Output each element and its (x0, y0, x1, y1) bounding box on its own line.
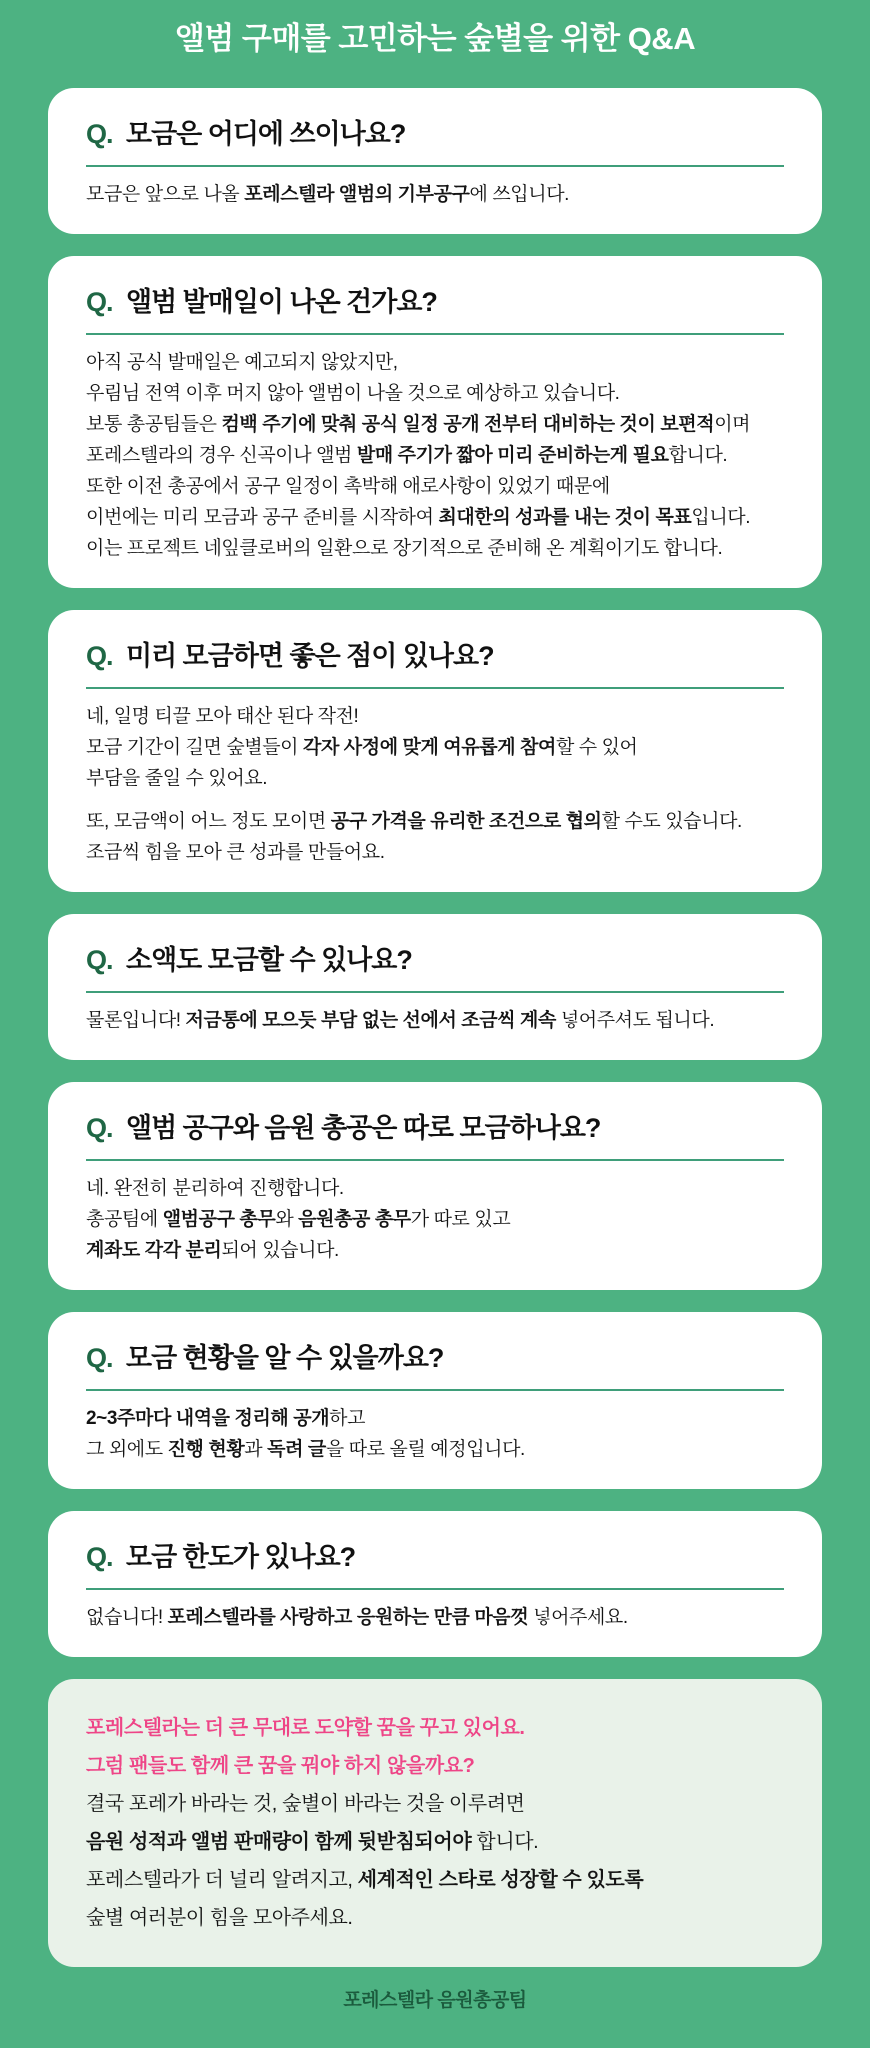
question-text: 앨범 발매일이 나온 건가요? (119, 287, 437, 317)
text-segment: 모금 기간이 길면 숲별들이 (86, 737, 304, 758)
text-segment: 네, 일명 티끌 모아 태산 된다 작전! (86, 706, 359, 727)
answer-text (86, 347, 784, 564)
question-text: 모금은 어디에 쓰이나요? (119, 119, 406, 149)
answer-line (86, 502, 784, 533)
answer-text (86, 1173, 784, 1266)
text-segment: 와 (275, 1209, 299, 1230)
text-segment: 조금씩 힘을 모아 큰 성과를 만들어요. (86, 842, 385, 863)
qa-card (48, 914, 822, 1060)
page-title: 앨범 구매를 고민하는 숲별을 위한 Q&A (174, 21, 696, 56)
answer-line (86, 732, 784, 763)
text-segment: 각자 사정에 맞게 여유롭게 참여 (303, 737, 556, 758)
answer-line (86, 1602, 784, 1633)
q-marker: Q. (86, 945, 113, 975)
answer-text (86, 1403, 784, 1465)
text-segment: 넣어주셔도 됩니다. (555, 1010, 715, 1031)
answer-line (86, 1403, 784, 1434)
text-segment: 모금은 앞으로 나올 (86, 184, 245, 205)
qa-card (48, 1511, 822, 1657)
answer-line (86, 1204, 784, 1235)
text-segment: 에 쓰입니다. (469, 184, 570, 205)
text-segment: 최대한의 성과를 내는 것이 목표 (438, 507, 692, 528)
text-segment: 합니다. (471, 1831, 539, 1853)
text-segment: 할 수도 있습니다. (601, 811, 742, 832)
text-segment: 또, 모금액이 어느 정도 모이면 (86, 811, 331, 832)
q-marker: Q. (86, 1113, 113, 1143)
q-marker: Q. (86, 287, 113, 317)
text-segment: 독려 글 (267, 1439, 326, 1460)
text-segment: 음원 성적과 앨범 판매량이 함께 뒷받침되어야 (86, 1831, 472, 1853)
text-segment: 총공팀에 (86, 1209, 163, 1230)
text-segment: 없습니다! (86, 1607, 168, 1628)
answer-line (86, 837, 784, 868)
question-heading (86, 116, 784, 152)
text-segment: 가 따로 있고 (410, 1209, 511, 1230)
question-divider (86, 1588, 784, 1590)
text-segment: 공구 가격을 유리한 조건으로 협의 (330, 811, 602, 832)
text-segment: 컴백 주기에 맞춰 공식 일정 공개 전부터 대비하는 것이 보편적 (221, 414, 715, 435)
text-segment: 진행 현황 (167, 1439, 245, 1460)
question-divider (86, 333, 784, 335)
question-text: 모금 현황을 알 수 있을까요? (119, 1343, 444, 1373)
text-segment: 이는 프로젝트 네잎클로버의 일환으로 장기적으로 준비해 온 계획이기도 합니다. (86, 538, 723, 559)
text-segment: 합니다. (668, 445, 728, 466)
text-segment: 을 따로 올릴 예정입니다. (325, 1439, 525, 1460)
qa-card (48, 256, 822, 588)
answer-line (86, 1434, 784, 1465)
text-segment: 하고 (329, 1408, 366, 1429)
text-segment: 아직 공식 발매일은 예고되지 않았지만, (86, 352, 398, 373)
text-segment: 결국 포레가 바라는 것, 숲별이 바라는 것을 이루려면 (86, 1793, 525, 1815)
text-segment: 넣어주세요. (528, 1607, 628, 1628)
text-segment: 발매 주기가 짧아 미리 준비하는게 필요 (356, 445, 669, 466)
answer-line (86, 763, 784, 794)
answer-line (86, 409, 784, 440)
answer-line (86, 179, 784, 210)
text-segment: 우림님 전역 이후 머지 않아 앨범이 나올 것으로 예상하고 있습니다. (86, 383, 620, 404)
footer-credit: 포레스텔라 음원총공팀 (343, 1990, 527, 2011)
question-divider (86, 1389, 784, 1391)
text-segment: 이며 (714, 414, 751, 435)
answer-line (86, 1785, 784, 1823)
question-divider (86, 687, 784, 689)
text-segment: 계좌도 각각 분리 (86, 1240, 222, 1261)
text-segment: 포레스텔라가 더 널리 알려지고, (86, 1869, 358, 1891)
answer-line (86, 806, 784, 837)
closing-card (48, 1679, 822, 1967)
text-segment: 되어 있습니다. (221, 1240, 339, 1261)
question-divider (86, 991, 784, 993)
answer-line (86, 533, 784, 564)
q-marker: Q. (86, 1542, 113, 1572)
answer-line (86, 471, 784, 502)
question-text: 모금 한도가 있나요? (119, 1542, 356, 1572)
q-marker: Q. (86, 641, 113, 671)
text-segment: 그 외에도 (86, 1439, 168, 1460)
text-segment: 네. 완전히 분리하여 진행합니다. (86, 1178, 344, 1199)
text-segment: 과 (244, 1439, 268, 1460)
question-heading (86, 284, 784, 320)
text-segment: 이번에는 미리 모금과 공구 준비를 시작하여 (86, 507, 439, 528)
answer-text (86, 1602, 784, 1633)
question-text: 앨범 공구와 음원 총공은 따로 모금하나요? (119, 1113, 601, 1143)
answer-line (86, 347, 784, 378)
answer-text (86, 701, 784, 868)
text-segment: 음원총공 총무 (298, 1209, 411, 1230)
q-marker: Q. (86, 119, 113, 149)
qa-card (48, 1312, 822, 1489)
qa-card (48, 88, 822, 234)
text-segment: 부담을 줄일 수 있어요. (86, 768, 268, 789)
answer-line (86, 1173, 784, 1204)
text-segment: 보통 총공팀들은 (86, 414, 222, 435)
answer-line (86, 1747, 784, 1785)
text-segment: 포레스텔라를 사랑하고 응원하는 만큼 마음껏 (167, 1607, 529, 1628)
question-text: 소액도 모금할 수 있나요? (119, 945, 412, 975)
text-segment: 할 수 있어 (555, 737, 638, 758)
closing-text (86, 1709, 784, 1937)
text-segment: 숲별 여러분이 힘을 모아주세요. (86, 1907, 353, 1929)
answer-line (86, 1861, 784, 1899)
answer-line (86, 1709, 784, 1747)
question-heading (86, 942, 784, 978)
text-segment: 저금통에 모으듯 부담 없는 선에서 조금씩 계속 (185, 1010, 556, 1031)
question-divider (86, 165, 784, 167)
text-segment: 포레스텔라의 경우 신곡이나 앨범 (86, 445, 357, 466)
answer-line (86, 440, 784, 471)
qa-card (48, 610, 822, 892)
answer-line (86, 1899, 784, 1937)
answer-text (86, 179, 784, 210)
answer-text (86, 1005, 784, 1036)
answer-line (86, 378, 784, 409)
qa-list (48, 88, 822, 1967)
text-segment: 포레스텔라는 더 큰 무대로 도약할 꿈을 꾸고 있어요. (86, 1717, 525, 1739)
text-segment: 앨범공구 총무 (162, 1209, 276, 1230)
q-marker: Q. (86, 1343, 113, 1373)
text-segment: 입니다. (691, 507, 751, 528)
text-segment: 물론입니다! (86, 1010, 186, 1031)
text-segment: 세계적인 스타로 성장할 수 있도록 (357, 1869, 644, 1891)
question-heading (86, 1110, 784, 1146)
question-heading (86, 1340, 784, 1376)
question-heading (86, 1539, 784, 1575)
qa-card (48, 1082, 822, 1290)
question-divider (86, 1159, 784, 1161)
answer-line (86, 1235, 784, 1266)
text-segment: 포레스텔라 앨범의 기부공구 (244, 184, 470, 205)
answer-line (86, 701, 784, 732)
answer-line (86, 1823, 784, 1861)
question-text: 미리 모금하면 좋은 점이 있나요? (119, 641, 494, 671)
text-segment: 그럼 팬들도 함께 큰 꿈을 꿔야 하지 않을까요? (86, 1755, 475, 1777)
text-segment: 2~3주마다 내역을 정리해 공개 (86, 1408, 330, 1429)
question-heading (86, 638, 784, 674)
answer-line (86, 1005, 784, 1036)
text-segment: 또한 이전 총공에서 공구 일정이 촉박해 애로사항이 있었기 때문에 (86, 476, 610, 497)
